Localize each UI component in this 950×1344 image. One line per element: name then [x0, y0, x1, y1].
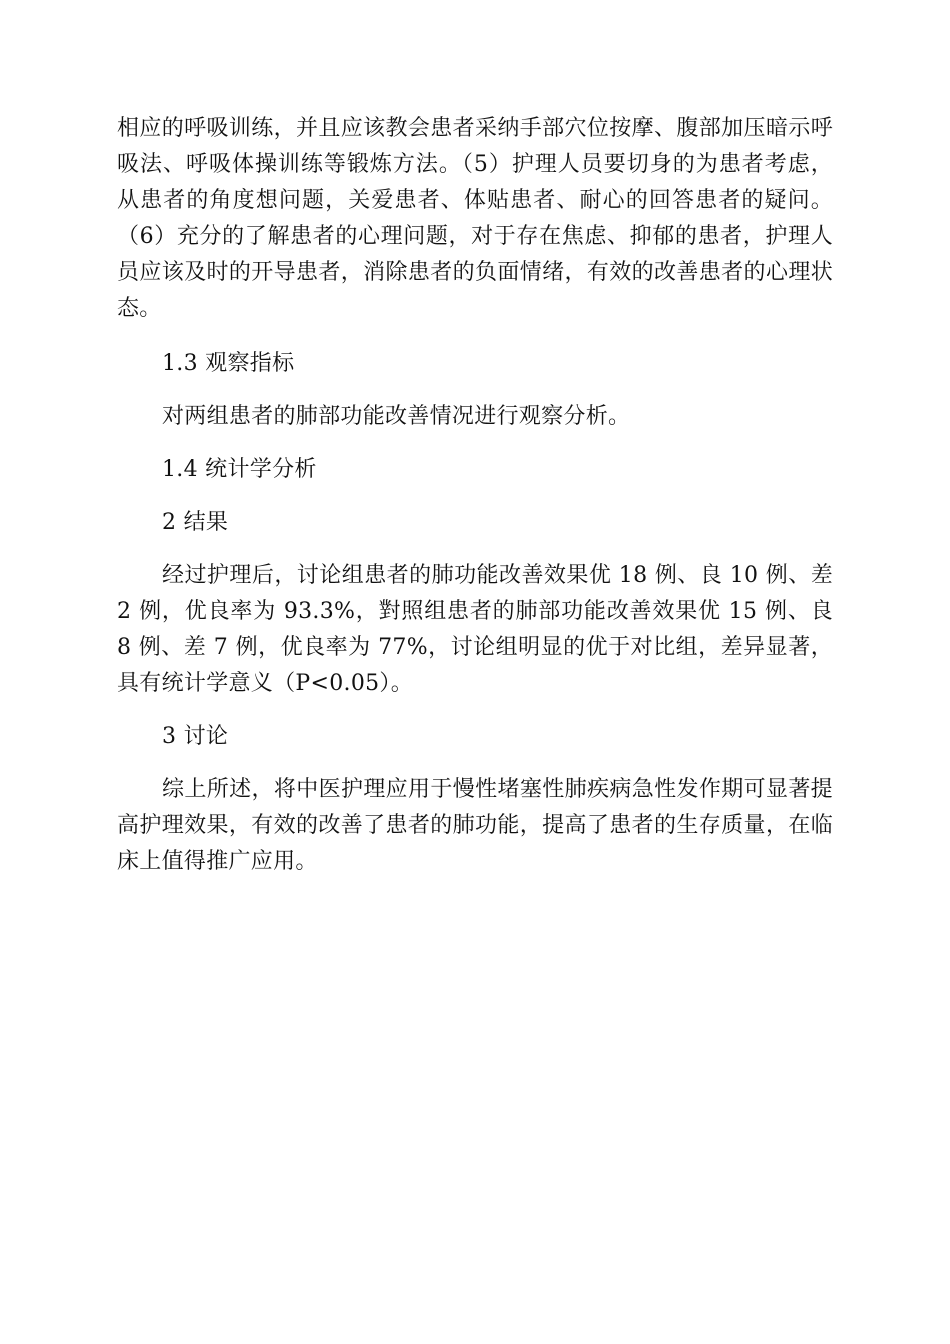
document-body [117, 111, 833, 880]
section-heading-results: 2 结果 [162, 510, 229, 535]
paragraph-results: 经过护理后，讨论组患者的肺功能改善效果优 18 例、良 10 例、差 2 例，优良率为 93.3%，對照组患者的肺部功能改善效果优 15 例、良 8 例、差 7 例，优良率为 77%，讨论组明显的优于对比组，差异显著，具有统计学意义（P<0.05）。 [117, 563, 833, 696]
section-heading-1-3: 1.3 观察指标 [162, 351, 295, 376]
section-heading-discussion: 3 讨论 [162, 724, 229, 749]
paragraph-continuation: 相应的呼吸训练，并且应该教会患者采纳手部穴位按摩、腹部加压暗示呼吸法、呼吸体操训练等锻炼方法。（5）护理人员要切身的为患者考虑，从患者的角度想问题，关爱患者、体贴患者、耐心的回答患者的疑问。（6）充分的了解患者的心理问题，对于存在焦虑、抑郁的患者，护理人员应该及时的开导患者，消除患者的负面情绪，有效的改善患者的心理状态。 [117, 116, 833, 321]
paragraph-discussion: 综上所述，将中医护理应用于慢性堵塞性肺疾病急性发作期可显著提高护理效果，有效的改善了患者的肺功能，提高了患者的生存质量，在临床上值得推广应用。 [117, 777, 833, 874]
section-heading-1-4: 1.4 统计学分析 [162, 457, 317, 482]
paragraph-observation: 对两组患者的肺部功能改善情况进行观察分析。 [162, 404, 631, 429]
